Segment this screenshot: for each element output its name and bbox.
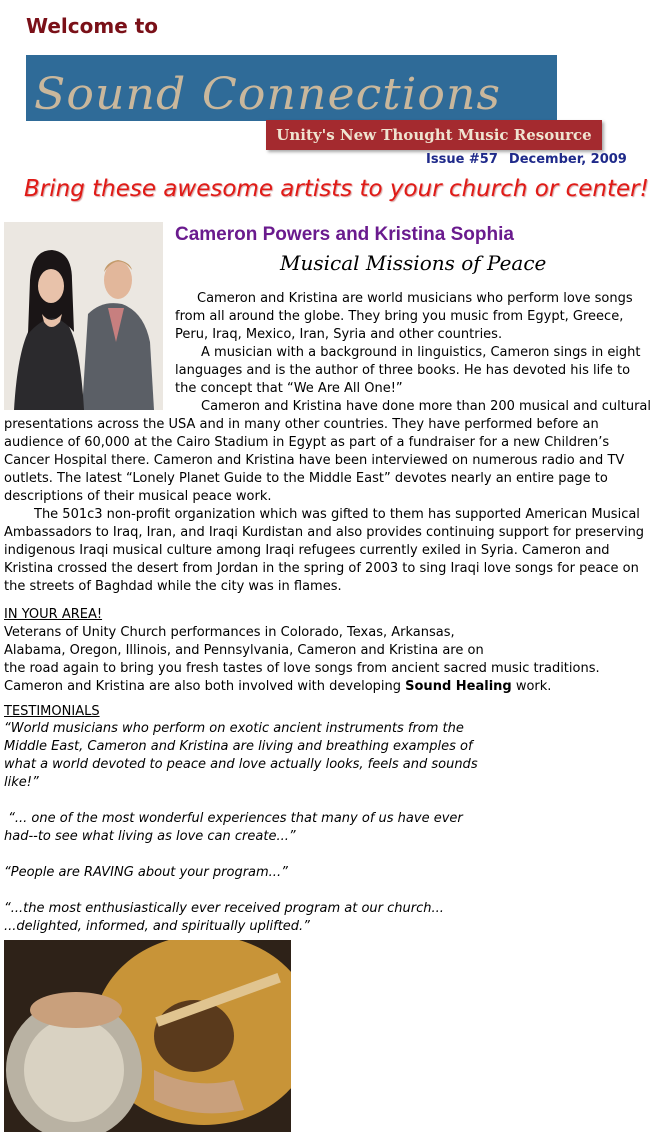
in-your-area-heading: IN YOUR AREA! bbox=[4, 607, 103, 622]
issue-info bbox=[426, 152, 627, 167]
instruments-photo-art bbox=[4, 940, 291, 1132]
testimonial-quote bbox=[4, 810, 504, 846]
instruments-photo bbox=[4, 940, 291, 1132]
bio-paragraph: Cameron and Kristina have done more than 200 musical and cultural presentations across the USA and in many other countries. They have performed before an audience of 60,000 at the Cairo Stadium in Egypt as part of a fundraiser for a new Children’s Cancer Hospital there. Cameron and Kristina have been interviewed on numerous radio and TV outlets. The latest “Lonely Planet Guide to the Middle East” devotes nearly an entire page to descriptions of their musical peace work. bbox=[4, 399, 652, 504]
bio-paragraph: The 501c3 non-profit organization which was gifted to them has supported American Musical Ambassadors to Iraq, Iran, and Iraqi Kurdistan and also provides continuing support for preserving indigenous Iraqi musical culture among Iraqi refugees currently exiled in Syria. Cameron and Kristina crossed the desert from Jordan in the spring of 2003 to sing Iraqi love songs for peace on the streets of Baghdad while the city was in flames. bbox=[4, 507, 645, 594]
quote-line: what a world devoted to peace and love actually looks, feels and sounds bbox=[4, 757, 478, 772]
sound-healing: Sound Healing bbox=[405, 679, 512, 694]
area-line-text: Cameron and Kristina are also both involved with developing bbox=[4, 679, 406, 694]
bio-text bbox=[4, 290, 652, 596]
testimonial-quote bbox=[4, 720, 504, 792]
quote-line: had--to see what living as love can create...” bbox=[4, 829, 296, 844]
welcome-text: Welcome to bbox=[26, 14, 159, 38]
testimonial-quote bbox=[4, 864, 504, 882]
testimonials-heading-wrap bbox=[4, 703, 652, 721]
in-your-area-section bbox=[4, 606, 652, 696]
area-line bbox=[4, 678, 652, 696]
testimonials-list bbox=[4, 720, 504, 954]
artist-name: Cameron Powers and Kristina Sophia bbox=[175, 224, 514, 245]
artist-subtitle: Musical Missions of Peace bbox=[280, 251, 547, 275]
testimonials-heading: TESTIMONIALS bbox=[4, 704, 100, 719]
area-line: the road again to bring you fresh tastes of love songs from ancient sacred music traditions. bbox=[4, 661, 600, 676]
quote-line: “...the most enthusiastically ever received program at our church... bbox=[4, 901, 444, 916]
quote-line: like!” bbox=[4, 775, 39, 790]
testimonial-quote bbox=[4, 900, 504, 936]
bio-paragraph: A musician with a background in linguistics, Cameron sings in eight languages and is the author of three books. He has devoted his life to the concept that “We Are All One!” bbox=[175, 345, 641, 396]
headline: Bring these awesome artists to your church or center! bbox=[24, 176, 649, 202]
area-line-text: work. bbox=[511, 679, 552, 694]
area-line: Alabama, Oregon, Illinois, and Pennsylvania, Cameron and Kristina are on bbox=[4, 643, 484, 658]
photo-spacer bbox=[4, 290, 175, 406]
issue-date: December, 2009 bbox=[508, 152, 627, 167]
quote-line: ...delighted, informed, and spiritually uplifted.” bbox=[4, 919, 310, 934]
logo-text: Sound Connections bbox=[34, 67, 501, 120]
quote-line: “World musicians who perform on exotic ancient instruments from the bbox=[4, 721, 464, 736]
quote-line: “... one of the most wonderful experiences that many of us have ever bbox=[4, 811, 463, 826]
issue-number: Issue #57 bbox=[426, 152, 498, 167]
quote-line: “People are RAVING about your program...” bbox=[4, 865, 288, 880]
quote-line: Middle East, Cameron and Kristina are living and breathing examples of bbox=[4, 739, 473, 754]
sound-connections-logo bbox=[26, 55, 557, 121]
area-line: Veterans of Unity Church performances in Colorado, Texas, Arkansas, bbox=[4, 625, 455, 640]
tagline: Unity's New Thought Music Resource bbox=[266, 120, 602, 150]
logo-art bbox=[26, 55, 557, 121]
bio-paragraph: Cameron and Kristina are world musicians who perform love songs from all around the globe. They bring you music from Egypt, Greece, Peru, Iraq, Mexico, Iran, Syria and other countries. bbox=[175, 291, 633, 342]
